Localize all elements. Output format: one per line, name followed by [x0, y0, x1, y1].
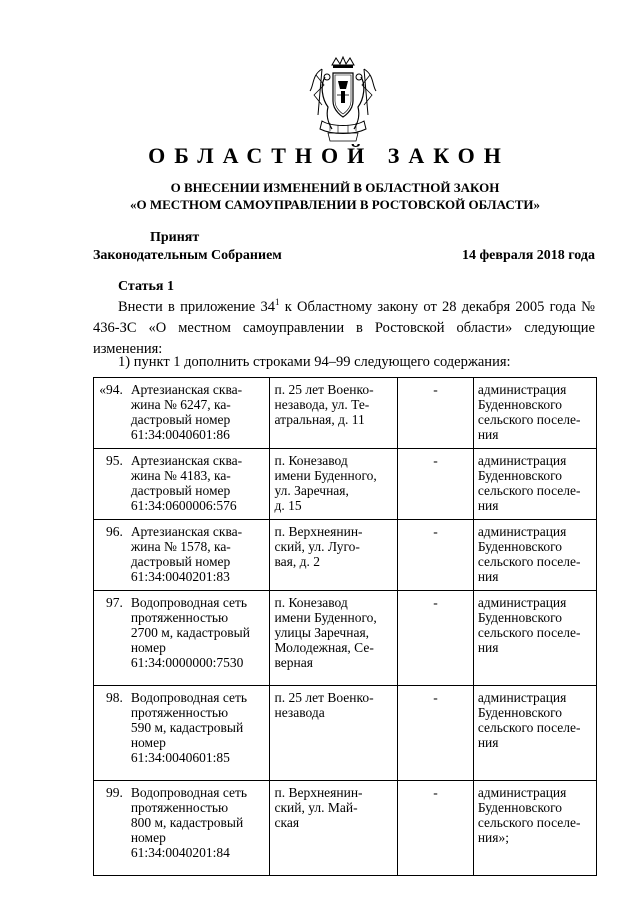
- table-row: [94, 781, 597, 876]
- administration-cell-line: ния: [477, 427, 499, 442]
- administration-cell-line: Буденновского: [477, 705, 563, 720]
- administration-cell: [473, 781, 596, 876]
- point-1-paragraph: 1) пункт 1 дополнить строками 94–99 следующего содержания:: [118, 354, 511, 370]
- object-name-cell-line: дастровый номер: [130, 483, 231, 498]
- article-heading: Статья 1: [118, 279, 174, 294]
- dash-cell: -: [398, 591, 474, 686]
- law-subtitle-line1: О ВНЕСЕНИИ ИЗМЕНЕНИЙ В ОБЛАСТНОЙ ЗАКОН: [170, 180, 500, 195]
- administration-cell-line: Буденновского: [477, 610, 563, 625]
- administration-cell-line: ния: [477, 498, 499, 513]
- object-name-cell-line: Водопроводная сеть: [130, 785, 248, 800]
- table-row: [94, 378, 597, 449]
- administration-cell: [473, 591, 596, 686]
- administration-cell-line: ния: [477, 735, 499, 750]
- object-name-cell-line: протяженностью: [130, 610, 229, 625]
- object-name-cell-line: Водопроводная сеть: [130, 595, 248, 610]
- administration-cell-line: ния»;: [477, 830, 509, 845]
- address-cell-line: верная: [274, 655, 313, 670]
- object-name-cell-line: 61:34:0000000:7530: [130, 655, 244, 670]
- address-cell-line: ский, ул. Луго-: [274, 539, 360, 554]
- address-cell-line: д. 15: [274, 498, 302, 513]
- intro-superscript: 1: [275, 297, 280, 307]
- coat-of-arms-icon: [308, 55, 378, 145]
- object-name-cell-line: жина № 6247, ка-: [130, 397, 231, 412]
- administration-cell-line: администрация: [477, 785, 567, 800]
- intro-paragraph: [93, 297, 595, 360]
- object-name-cell-line: номер: [130, 640, 166, 655]
- object-name-cell-line: жина № 1578, ка-: [130, 539, 231, 554]
- object-name-cell-line: Артезианская сква-: [130, 524, 243, 539]
- object-name-cell-line: протяженностью: [130, 705, 229, 720]
- object-name-cell-line: 61:34:0040201:83: [130, 569, 230, 584]
- administration-cell-line: администрация: [477, 595, 567, 610]
- law-subtitle-line2: «О МЕСТНОМ САМОУПРАВЛЕНИИ В РОСТОВСКОЙ ОБЛАСТИ»: [130, 197, 540, 212]
- administration-cell: [473, 449, 596, 520]
- object-name-cell-line: дастровый номер: [130, 412, 231, 427]
- address-cell-line: вая, д. 2: [274, 554, 321, 569]
- administration-cell: [473, 686, 596, 781]
- row-number: 97.: [94, 591, 127, 686]
- address-cell: [270, 520, 398, 591]
- administration-cell: [473, 378, 596, 449]
- object-name-cell: [127, 520, 270, 591]
- administration-cell-line: сельского поселе-: [477, 554, 581, 569]
- adopted-date: 14 февраля 2018 года: [462, 248, 595, 263]
- dash-cell: -: [398, 781, 474, 876]
- address-cell-line: п. Конезавод: [274, 453, 348, 468]
- object-name-cell: [127, 591, 270, 686]
- row-number: «94.: [94, 378, 127, 449]
- address-cell-line: имени Буденного,: [274, 610, 377, 625]
- law-title: ОБЛАСТНОЙ ЗАКОН: [148, 143, 510, 168]
- row-number: 99.: [94, 781, 127, 876]
- address-cell-line: улицы Заречная,: [274, 625, 370, 640]
- table-row: [94, 591, 597, 686]
- adopted-label: Принят: [150, 230, 200, 245]
- table-row: [94, 520, 597, 591]
- object-name-cell-line: протяженностью: [130, 800, 229, 815]
- address-cell-line: п. 25 лет Военко-: [274, 382, 374, 397]
- address-cell: [270, 781, 398, 876]
- assembly-name: Законодательным Собранием: [93, 248, 282, 263]
- row-number: 96.: [94, 520, 127, 591]
- object-name-cell: [127, 781, 270, 876]
- address-cell-line: атральная, д. 11: [274, 412, 365, 427]
- object-name-cell-line: Артезианская сква-: [130, 453, 243, 468]
- administration-cell-line: Буденновского: [477, 539, 563, 554]
- object-name-cell-line: номер: [130, 735, 166, 750]
- object-name-cell-line: Водопроводная сеть: [130, 690, 248, 705]
- objects-table: [93, 377, 597, 876]
- intro-text-end: к Областному закону от 28 декабря 2005 года № 436-ЗС «О местном самоуправлении в Ростовской области» следующие изменения:: [93, 299, 595, 357]
- object-name-cell: [127, 686, 270, 781]
- row-number: 98.: [94, 686, 127, 781]
- administration-cell-line: сельского поселе-: [477, 412, 581, 427]
- address-cell: [270, 686, 398, 781]
- object-name-cell-line: дастровый номер: [130, 554, 231, 569]
- dash-cell: -: [398, 686, 474, 781]
- object-name-cell-line: 61:34:0600006:576: [130, 498, 237, 513]
- object-name-cell-line: 590 м, кадастровый: [130, 720, 244, 735]
- administration-cell-line: сельского поселе-: [477, 720, 581, 735]
- address-cell: [270, 449, 398, 520]
- dash-cell: -: [398, 378, 474, 449]
- address-cell-line: ский, ул. Май-: [274, 800, 358, 815]
- administration-cell-line: Буденновского: [477, 468, 563, 483]
- address-cell-line: незавода: [274, 705, 325, 720]
- object-name-cell: [127, 378, 270, 449]
- administration-cell-line: сельского поселе-: [477, 815, 581, 830]
- administration-cell-line: администрация: [477, 690, 567, 705]
- dash-cell: -: [398, 449, 474, 520]
- object-name-cell-line: 61:34:0040601:86: [130, 427, 230, 442]
- address-cell-line: п. Верхнеянин-: [274, 524, 363, 539]
- address-cell-line: п. 25 лет Военко-: [274, 690, 374, 705]
- address-cell-line: ул. Заречная,: [274, 483, 349, 498]
- address-cell-line: п. Конезавод: [274, 595, 348, 610]
- object-name-cell-line: жина № 4183, ка-: [130, 468, 231, 483]
- administration-cell-line: ния: [477, 569, 499, 584]
- object-name-cell: [127, 449, 270, 520]
- administration-cell-line: сельского поселе-: [477, 483, 581, 498]
- administration-cell-line: Буденновского: [477, 800, 563, 815]
- address-cell-line: незавода, ул. Те-: [274, 397, 370, 412]
- object-name-cell-line: 2700 м, кадастровый: [130, 625, 250, 640]
- administration-cell-line: администрация: [477, 382, 567, 397]
- dash-cell: -: [398, 520, 474, 591]
- object-name-cell-line: Артезианская сква-: [130, 382, 243, 397]
- intro-text-start: Внести в приложение 34: [118, 299, 275, 315]
- address-cell-line: Молодежная, Се-: [274, 640, 374, 655]
- object-name-cell-line: 61:34:0040601:85: [130, 750, 230, 765]
- administration-cell-line: администрация: [477, 524, 567, 539]
- administration-cell-line: Буденновского: [477, 397, 563, 412]
- table-row: [94, 449, 597, 520]
- object-name-cell-line: номер: [130, 830, 166, 845]
- table-row: [94, 686, 597, 781]
- address-cell-line: ская: [274, 815, 300, 830]
- administration-cell-line: ния: [477, 640, 499, 655]
- address-cell-line: п. Верхнеянин-: [274, 785, 363, 800]
- address-cell: [270, 591, 398, 686]
- address-cell: [270, 378, 398, 449]
- object-name-cell-line: 61:34:0040201:84: [130, 845, 230, 860]
- row-number: 95.: [94, 449, 127, 520]
- administration-cell-line: администрация: [477, 453, 567, 468]
- administration-cell: [473, 520, 596, 591]
- address-cell-line: имени Буденного,: [274, 468, 377, 483]
- administration-cell-line: сельского поселе-: [477, 625, 581, 640]
- object-name-cell-line: 800 м, кадастровый: [130, 815, 244, 830]
